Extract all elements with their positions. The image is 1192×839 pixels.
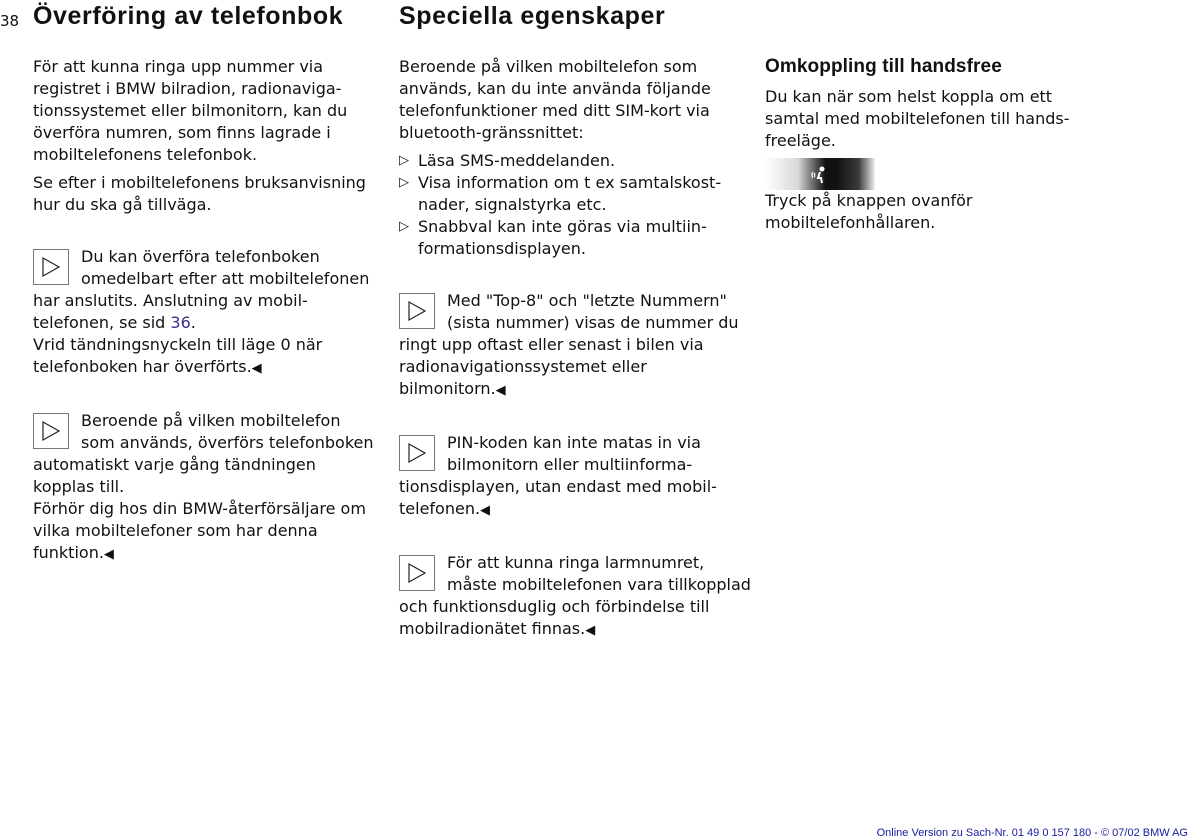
triangle-right-icon xyxy=(399,293,435,329)
note-block xyxy=(33,246,378,380)
triangle-right-icon xyxy=(399,555,435,591)
end-triangle-icon: ◀ xyxy=(585,623,596,638)
bullet-triangle-icon: ▷ xyxy=(399,153,409,168)
bullet-triangle-icon: ▷ xyxy=(399,219,409,234)
paragraph: Tryck på knappen ovanför mobiltelefonhållaren. xyxy=(765,191,973,232)
note-block xyxy=(33,410,378,566)
paragraph: Beroende på vilken mobiltelefon som används, kan du inte använda följande telefonfunktioner med ditt SIM-kort via bluetooth-gränssnittet: xyxy=(399,57,711,142)
footer-copyright: Online Version zu Sach-Nr. 01 49 0 157 180 - © 07/02 BMW AG xyxy=(876,827,1188,839)
note-block xyxy=(399,552,751,642)
title-special-features: Speciella egenskaper xyxy=(399,2,666,30)
note-text: Beroende på vilken mobiltelefon som används, överförs telefonboken automatiskt varje gång tändningen kopplas till. xyxy=(33,411,374,496)
column-special-features xyxy=(399,56,751,642)
note-block xyxy=(399,290,751,402)
note-text: PIN-koden kan inte matas in via bilmonitorn eller multiinformationsdisplayen, utan endast med mobiltelefonen. xyxy=(399,433,717,518)
note-text: Vrid tändningsnyckeln till läge 0 när telefonboken har överförts. xyxy=(33,335,323,376)
page-link[interactable]: 36 xyxy=(170,313,191,332)
column-phonebook xyxy=(33,56,378,566)
list-item xyxy=(399,172,751,216)
page-number: 38 xyxy=(0,12,20,30)
note-text: . xyxy=(190,313,196,332)
title-phonebook-transfer: Överföring av telefonbok xyxy=(33,2,344,30)
note-text: Du kan överföra telefonboken omedelbart efter att mobiltelefonen har anslutits. Anslutning av mobiltelefonen, se sid xyxy=(33,247,370,332)
note-block xyxy=(399,432,751,522)
end-triangle-icon: ◀ xyxy=(480,503,491,518)
end-triangle-icon: ◀ xyxy=(251,361,262,376)
column-handsfree xyxy=(765,56,1105,240)
paragraph: Du kan när som helst koppla om ett samtal med mobiltelefonen till handsfreeläge. xyxy=(765,87,1070,150)
triangle-right-icon xyxy=(33,413,69,449)
list-item-text: Visa information om t ex samtalskostnader, signalstyrka etc. xyxy=(418,173,722,214)
list-item xyxy=(399,216,751,260)
end-triangle-icon: ◀ xyxy=(103,547,114,562)
list-item-text: Läsa SMS-meddelanden. xyxy=(418,151,616,170)
end-triangle-icon: ◀ xyxy=(495,383,506,398)
handsfree-button-icon xyxy=(765,158,875,190)
triangle-right-icon xyxy=(399,435,435,471)
bullet-triangle-icon: ▷ xyxy=(399,175,409,190)
note-text: För att kunna ringa larmnumret, måste mobiltelefonen vara tillkopplad och funktionsduglig och förbindelse till mobilradionätet finnas. xyxy=(399,553,751,638)
list-item-text: Snabbval kan inte göras via multiinformationsdisplayen. xyxy=(418,217,707,258)
feature-list xyxy=(399,150,751,260)
note-text: Med "Top-8" och "letzte Nummern" (sista nummer) visas de nummer du ringt upp oftast eller senast i bilen via radionavigationssystemet eller bilmonitorn. xyxy=(399,291,739,398)
heading-handsfree: Omkoppling till handsfree xyxy=(765,56,1002,77)
paragraph: Se efter i mobiltelefonens bruksanvisning hur du ska gå tillväga. xyxy=(33,173,366,214)
list-item xyxy=(399,150,751,172)
paragraph: För att kunna ringa upp nummer via registret i BMW bilradion, radionavigationssystemet eller bilmonitorn, kan du överföra numren, som finns lagrade i mobiltelefonens telefonbok. xyxy=(33,57,348,164)
triangle-right-icon xyxy=(33,249,69,285)
note-text: Förhör dig hos din BMW-återförsäljare om vilka mobiltelefoner som har denna funktion. xyxy=(33,499,366,562)
